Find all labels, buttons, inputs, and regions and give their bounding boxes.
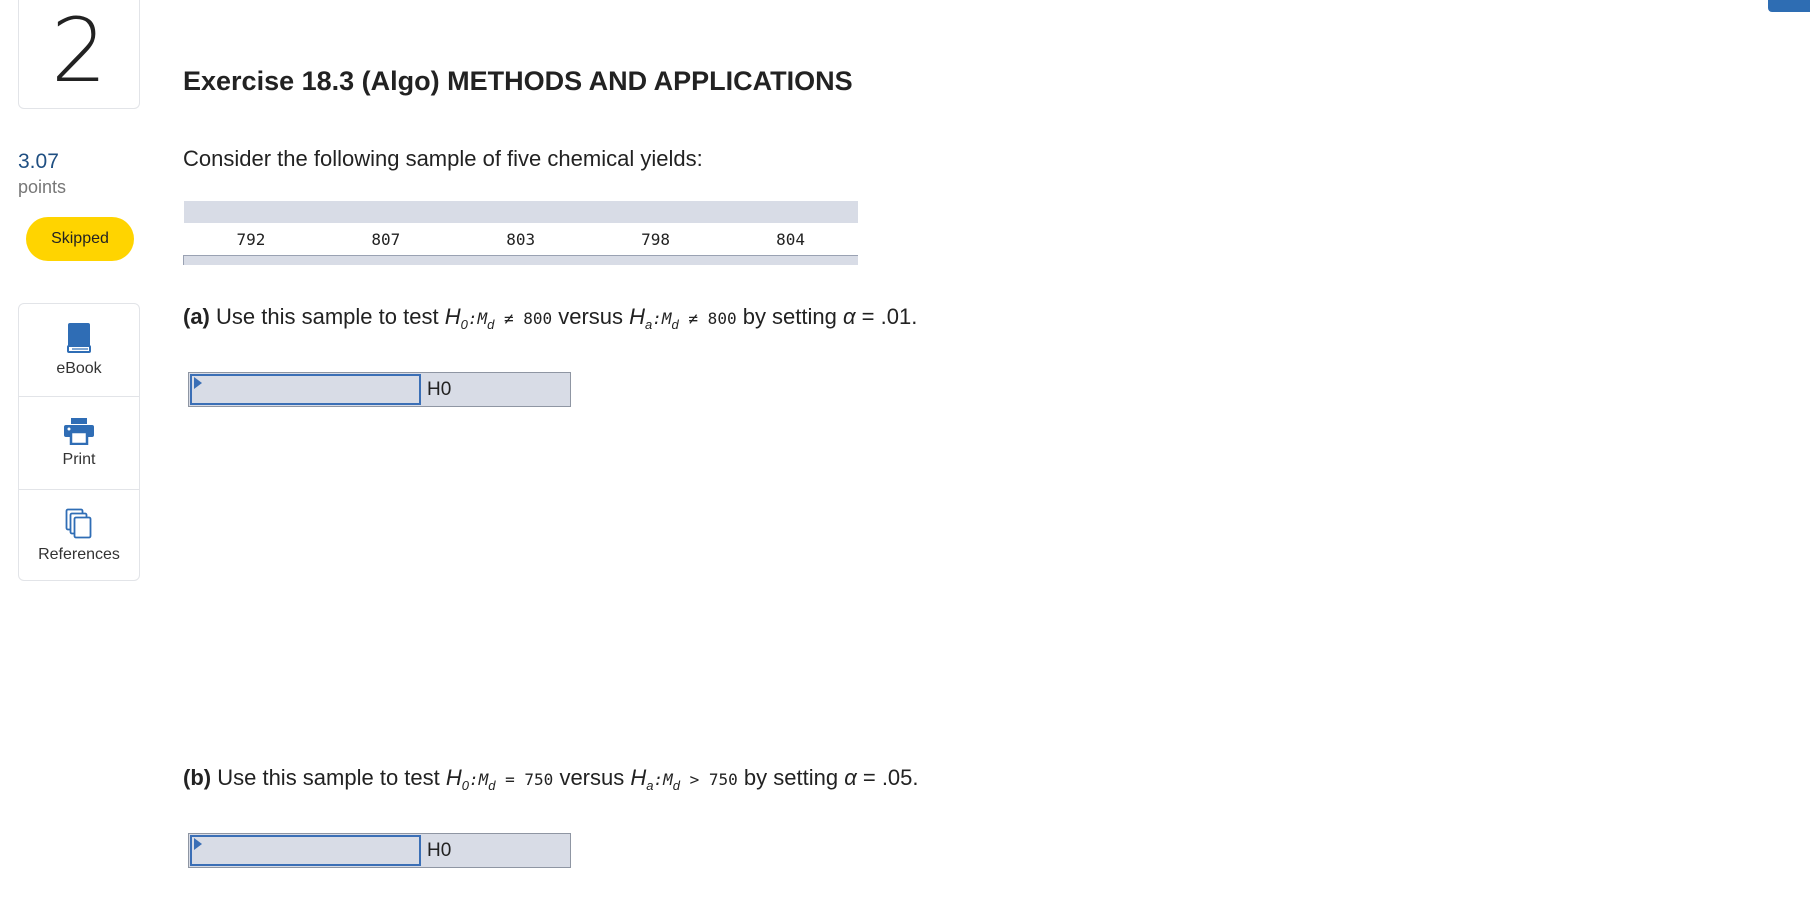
book-icon bbox=[66, 322, 92, 354]
table-footer-band bbox=[184, 256, 859, 266]
part-a-dropdown-label: H0 bbox=[427, 379, 452, 400]
h0-relation: ≠ 800 bbox=[494, 309, 553, 328]
ha-median-subscript: d bbox=[671, 317, 679, 332]
alpha-symbol: α bbox=[843, 304, 856, 329]
h0-subscript: 0 bbox=[460, 317, 468, 332]
points-label: points bbox=[18, 177, 67, 197]
ha-expression: :M bbox=[652, 309, 672, 328]
part-a-question bbox=[183, 304, 917, 330]
printer-icon bbox=[63, 417, 95, 445]
part-a-label: (a) bbox=[183, 304, 210, 329]
h0-symbol: H bbox=[445, 765, 462, 790]
dropdown-arrow-icon bbox=[194, 377, 202, 389]
ha-subscript: a bbox=[645, 317, 653, 332]
tools-panel bbox=[18, 303, 140, 581]
h0-symbol: H bbox=[444, 304, 461, 329]
intro-text: Consider the following sample of five chemical yields: bbox=[183, 146, 703, 171]
ha-relation: ≠ 800 bbox=[678, 309, 737, 328]
ha-subscript: a bbox=[646, 778, 654, 793]
h0-expression: :M bbox=[467, 309, 488, 328]
versus-text: versus bbox=[559, 765, 625, 790]
h0-expression: :M bbox=[469, 770, 489, 789]
references-label: References bbox=[38, 546, 120, 563]
part-b-select[interactable] bbox=[190, 835, 421, 866]
sample-value: 804 bbox=[776, 229, 805, 249]
part-a-hypothesis-dropdown bbox=[188, 372, 571, 407]
points-value: 3.07 bbox=[18, 150, 59, 173]
h0-median-subscript: d bbox=[487, 317, 495, 332]
part-b-text: Use this sample to test bbox=[217, 765, 440, 790]
status-badge: Skipped bbox=[26, 217, 134, 261]
part-b-label: (b) bbox=[183, 765, 212, 790]
ha-relation: > 750 bbox=[679, 770, 738, 789]
ebook-button[interactable] bbox=[19, 304, 139, 397]
table-header-band bbox=[184, 201, 859, 223]
part-b-question bbox=[183, 765, 919, 791]
question-number: 2 bbox=[51, 0, 107, 102]
setting-text: by setting bbox=[742, 304, 837, 329]
print-button[interactable] bbox=[19, 397, 139, 490]
h0-relation: = 750 bbox=[495, 770, 554, 789]
top-right-tab[interactable] bbox=[1768, 0, 1810, 12]
ebook-label: eBook bbox=[56, 360, 102, 377]
sample-value: 792 bbox=[236, 229, 266, 249]
alpha-symbol: α bbox=[844, 765, 857, 790]
references-button[interactable] bbox=[19, 490, 139, 582]
ha-median-subscript: d bbox=[672, 778, 680, 793]
alpha-value: = .01. bbox=[855, 304, 918, 329]
table-row bbox=[184, 223, 859, 256]
versus-text: versus bbox=[558, 304, 624, 329]
part-b-dropdown-label: H0 bbox=[427, 840, 452, 861]
question-number-box bbox=[18, 0, 140, 109]
ha-symbol: H bbox=[630, 765, 647, 790]
copy-documents-icon bbox=[65, 508, 93, 540]
setting-text: by setting bbox=[743, 765, 839, 790]
h0-median-subscript: d bbox=[488, 778, 496, 793]
h0-subscript: 0 bbox=[461, 778, 470, 793]
dropdown-arrow-icon bbox=[194, 838, 202, 850]
sample-value: 807 bbox=[371, 229, 401, 249]
ha-symbol: H bbox=[629, 304, 646, 329]
sample-value: 798 bbox=[641, 229, 671, 249]
exercise-title: Exercise 18.3 (Algo) METHODS AND APPLICATIONS bbox=[183, 66, 853, 96]
sample-table bbox=[183, 201, 858, 265]
part-a-text: Use this sample to test bbox=[216, 304, 439, 329]
sample-value: 803 bbox=[506, 229, 536, 249]
ha-expression: :M bbox=[653, 770, 673, 789]
part-b-hypothesis-dropdown bbox=[188, 833, 571, 868]
part-a-select[interactable] bbox=[190, 374, 421, 405]
alpha-value: = .05. bbox=[856, 765, 919, 790]
print-label: Print bbox=[62, 451, 96, 468]
